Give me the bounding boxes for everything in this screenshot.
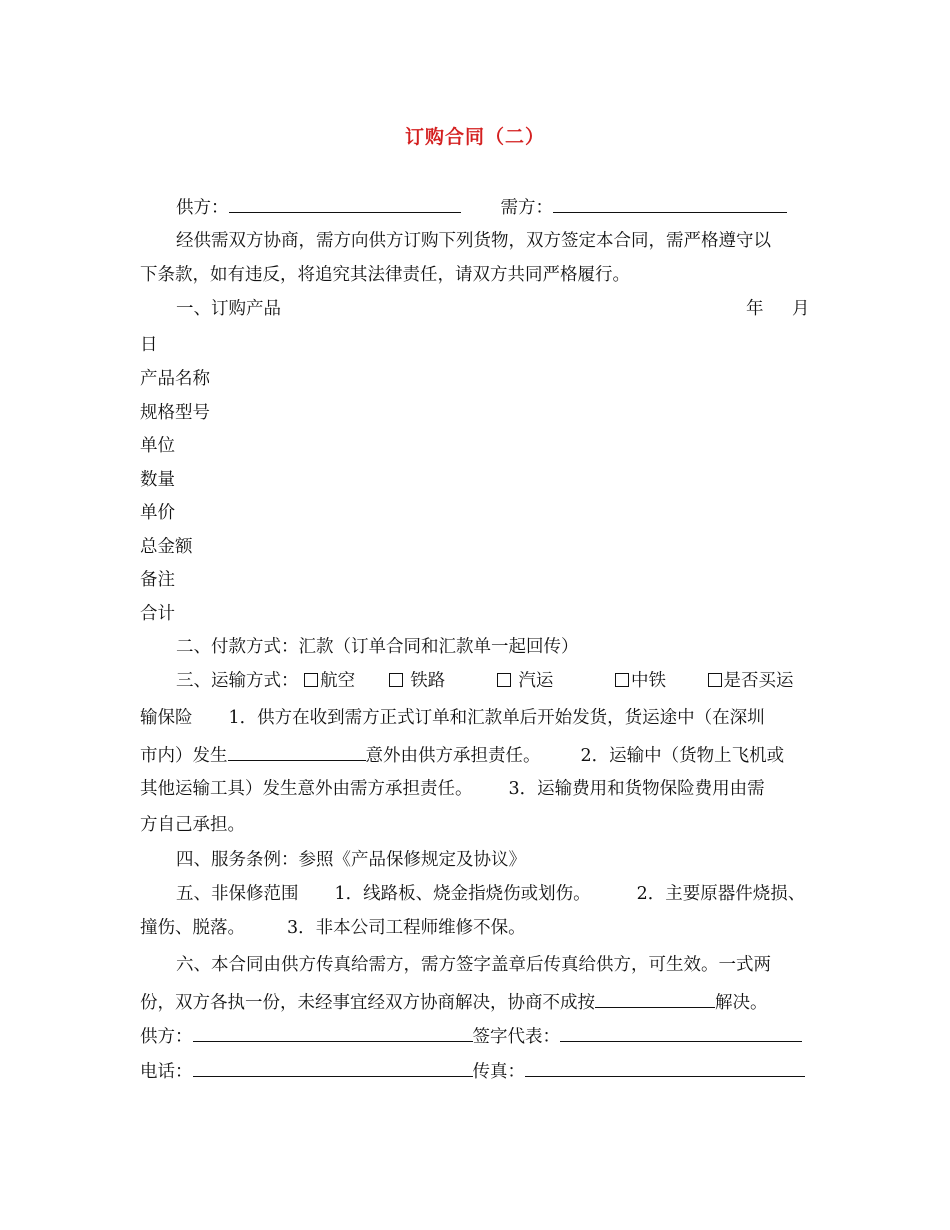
supplier-label: 供方：	[176, 198, 229, 218]
fax-blank[interactable]	[525, 1058, 805, 1077]
signature-line-2	[140, 1058, 812, 1084]
location-blank[interactable]	[228, 742, 366, 761]
option-road[interactable]: 汽运	[497, 671, 554, 691]
buyer-blank[interactable]	[553, 194, 787, 213]
phone-blank[interactable]	[193, 1058, 473, 1077]
date-month-label: 月	[792, 299, 810, 319]
checkbox-icon[interactable]	[708, 673, 722, 687]
section-3-line-3: 市内）发生 意外由供方承担责任。 2．运输中（货物上飞机或	[140, 742, 812, 768]
checkbox-icon[interactable]	[389, 673, 403, 687]
section-3-line-5: 方自己承担。	[140, 815, 245, 835]
section-2-payment: 二、付款方式：汇款（订单合同和汇款单一起回传）	[176, 637, 579, 657]
field-total-amount: 总金额	[140, 537, 193, 557]
intro-line-2: 下条款，如有违反，将追究其法律责任，请双方共同严格履行。	[140, 265, 630, 285]
option-rail[interactable]: 铁路	[389, 671, 446, 691]
parties-line	[176, 194, 848, 220]
section-3-line-2: 输保险 1．供方在收到需方正式订单和汇款单后开始发货，货运途中（在深圳	[140, 708, 765, 728]
field-unit-price: 单价	[140, 503, 175, 523]
date-year-label: 年	[746, 299, 764, 319]
section-6-line-1: 六、本合同由供方传真给需方，需方签字盖章后传真给供方，可生效。一式两	[176, 955, 771, 975]
fax-label: 传真：	[472, 1062, 525, 1082]
section-5-line-1: 五、非保修范围 1．线路板、烧金指烧伤或划伤。 2．主要原器件烧损、	[176, 884, 806, 904]
checkbox-icon[interactable]	[304, 673, 318, 687]
arbitration-blank[interactable]	[595, 989, 715, 1008]
field-remarks: 备注	[140, 570, 175, 590]
section-4-service: 四、服务条例：参照《产品保修规定及协议》	[176, 850, 526, 870]
sign-supplier-blank[interactable]	[193, 1023, 473, 1042]
date-day-label: 日	[140, 335, 158, 355]
document-title: 订购合同（二）	[404, 126, 545, 148]
checkbox-icon[interactable]	[615, 673, 629, 687]
section-3-line-4: 其他运输工具）发生意外由需方承担责任。 3．运输费用和货物保险费用由需	[140, 779, 765, 799]
section-5-line-2: 撞伤、脱落。 3．非本公司工程师维修不保。	[140, 918, 526, 938]
buyer-label: 需方：	[500, 198, 553, 218]
option-china-rail[interactable]: 中铁	[615, 671, 666, 691]
sign-rep-label: 签字代表：	[472, 1027, 560, 1047]
field-product-name: 产品名称	[140, 369, 210, 389]
field-spec-model: 规格型号	[140, 403, 210, 423]
section-3-heading-line	[176, 669, 848, 693]
section-6-line-2: 份，双方各执一份，未经事宜经双方协商解决，协商不成按 解决。	[140, 989, 812, 1015]
checkbox-icon[interactable]	[497, 673, 511, 687]
sign-supplier-label: 供方：	[140, 1027, 193, 1047]
signature-line-1	[140, 1023, 812, 1049]
sign-rep-blank[interactable]	[560, 1023, 802, 1042]
field-quantity: 数量	[140, 470, 175, 490]
supplier-blank[interactable]	[229, 194, 461, 213]
section-3-heading: 三、运输方式：	[176, 671, 299, 691]
option-air[interactable]: 航空	[304, 671, 355, 691]
field-sum-total: 合计	[140, 604, 175, 624]
intro-line-1: 经供需双方协商，需方向供方订购下列货物，双方签定本合同，需严格遵守以	[176, 231, 771, 251]
field-unit: 单位	[140, 436, 175, 456]
option-insurance[interactable]: 是否买运	[708, 671, 794, 691]
phone-label: 电话：	[140, 1062, 193, 1082]
section-1-heading: 一、订购产品	[176, 299, 281, 319]
section-1-heading-line	[176, 297, 812, 321]
